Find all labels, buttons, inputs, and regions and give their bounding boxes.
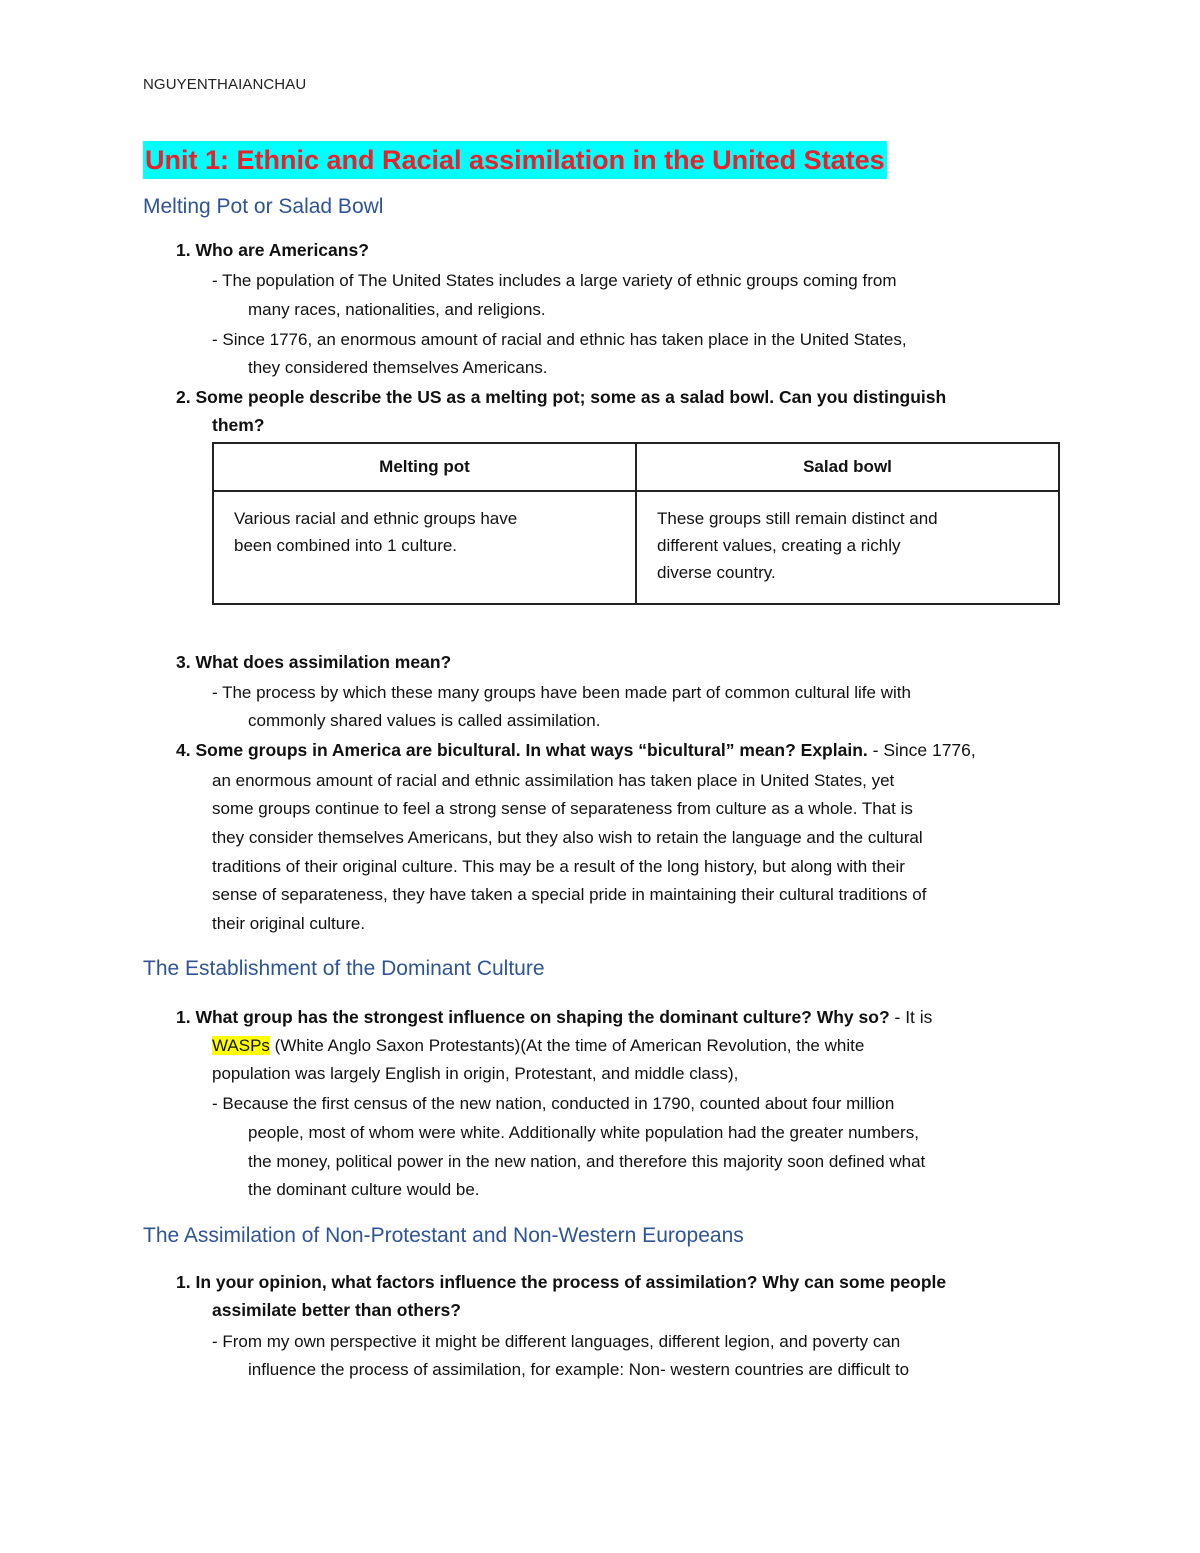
cell-line: These groups still remain distinct and: [657, 509, 938, 528]
question-assimilation-factors: 1. In your opinion, what factors influence the process of assimilation? Why can some people: [176, 1272, 947, 1292]
answer-line: - From my own perspective it might be different languages, different legion, and poverty can: [212, 1332, 901, 1351]
answer-line: - Because the first census of the new nation, conducted in 1790, counted about four million: [212, 1094, 895, 1113]
cell-line: been combined into 1 culture.: [234, 536, 458, 555]
answer-line: - Since 1776, an enormous amount of racial and ethnic has taken place in the United States,: [212, 330, 907, 349]
answer-line: influence the process of assimilation, for example: Non- western countries are difficult to: [248, 1360, 910, 1379]
cell-line: Various racial and ethnic groups have: [234, 509, 518, 528]
question-strongest-influence: [176, 1007, 932, 1028]
question-continuation: assimilate better than others?: [212, 1300, 461, 1320]
answer-line: some groups continue to feel a strong sense of separateness from culture as a whole. That is: [212, 799, 913, 818]
page-header-author: NGUYENTHAIANCHAU: [143, 76, 307, 93]
question-assimilation-meaning: 3. What does assimilation mean?: [176, 652, 452, 672]
section-heading-dominant-culture: The Establishment of the Dominant Culture: [143, 957, 545, 980]
question-bicultural: [176, 740, 976, 761]
answer-line: people, most of whom were white. Additionally white population had the greater numbers,: [248, 1123, 919, 1142]
answer-line: the dominant culture would be.: [248, 1180, 480, 1199]
table-header-melting-pot: Melting pot: [213, 443, 636, 491]
answer-line: sense of separateness, they have taken a special pride in maintaining their cultural traditions of: [212, 885, 927, 904]
answer-start: - It is: [889, 1007, 933, 1027]
table-cell-salad-bowl: [636, 491, 1059, 604]
answer-line: traditions of their original culture. This may be a result of the long history, but along with their: [212, 857, 905, 876]
table-cell-melting-pot: [213, 491, 636, 604]
answer-line: many races, nationalities, and religions.: [248, 300, 546, 319]
answer-start: - Since 1776,: [867, 740, 976, 760]
question-melting-pot-salad-bowl: 2. Some people describe the US as a melting pot; some as a salad bowl. Can you distinguish: [176, 387, 947, 407]
answer-line: they considered themselves Americans.: [248, 358, 548, 377]
question-bicultural-text: 4. Some groups in America are bicultural. In what ways “bicultural” mean? Explain.: [176, 740, 868, 760]
cell-line: different values, creating a richly: [657, 536, 901, 555]
answer-line: [212, 1036, 864, 1056]
answer-line: an enormous amount of racial and ethnic assimilation has taken place in United States, yet: [212, 771, 895, 790]
answer-line: population was largely English in origin, Protestant, and middle class),: [212, 1064, 739, 1083]
highlighted-term-wasps: WASPs: [212, 1036, 270, 1055]
answer-line: commonly shared values is called assimilation.: [248, 711, 601, 730]
section-heading-non-protestant: The Assimilation of Non-Protestant and Non-Western Europeans: [143, 1224, 744, 1247]
answer-line: - The population of The United States includes a large variety of ethnic groups coming from: [212, 271, 897, 290]
table-header-row: [213, 443, 1059, 491]
question-strongest-influence-text: 1. What group has the strongest influence on shaping the dominant culture? Why so?: [176, 1007, 890, 1027]
answer-line-rest: (White Anglo Saxon Protestants)(At the time of American Revolution, the white: [269, 1036, 865, 1055]
document-title: Unit 1: Ethnic and Racial assimilation in the United States: [143, 141, 887, 179]
answer-line: - The process by which these many groups have been made part of common cultural life with: [212, 683, 911, 702]
table-header-salad-bowl: Salad bowl: [636, 443, 1059, 491]
answer-line: their original culture.: [212, 914, 366, 933]
comparison-table: [212, 442, 1060, 605]
section-heading-melting-pot: Melting Pot or Salad Bowl: [143, 195, 384, 218]
question-continuation: them?: [212, 415, 265, 435]
table-row: [213, 491, 1059, 604]
cell-line: diverse country.: [657, 563, 776, 582]
answer-line: the money, political power in the new nation, and therefore this majority soon defined what: [248, 1152, 926, 1171]
question-who-are-americans: 1. Who are Americans?: [176, 240, 369, 260]
answer-line: they consider themselves Americans, but they also wish to retain the language and the cultural: [212, 828, 923, 847]
